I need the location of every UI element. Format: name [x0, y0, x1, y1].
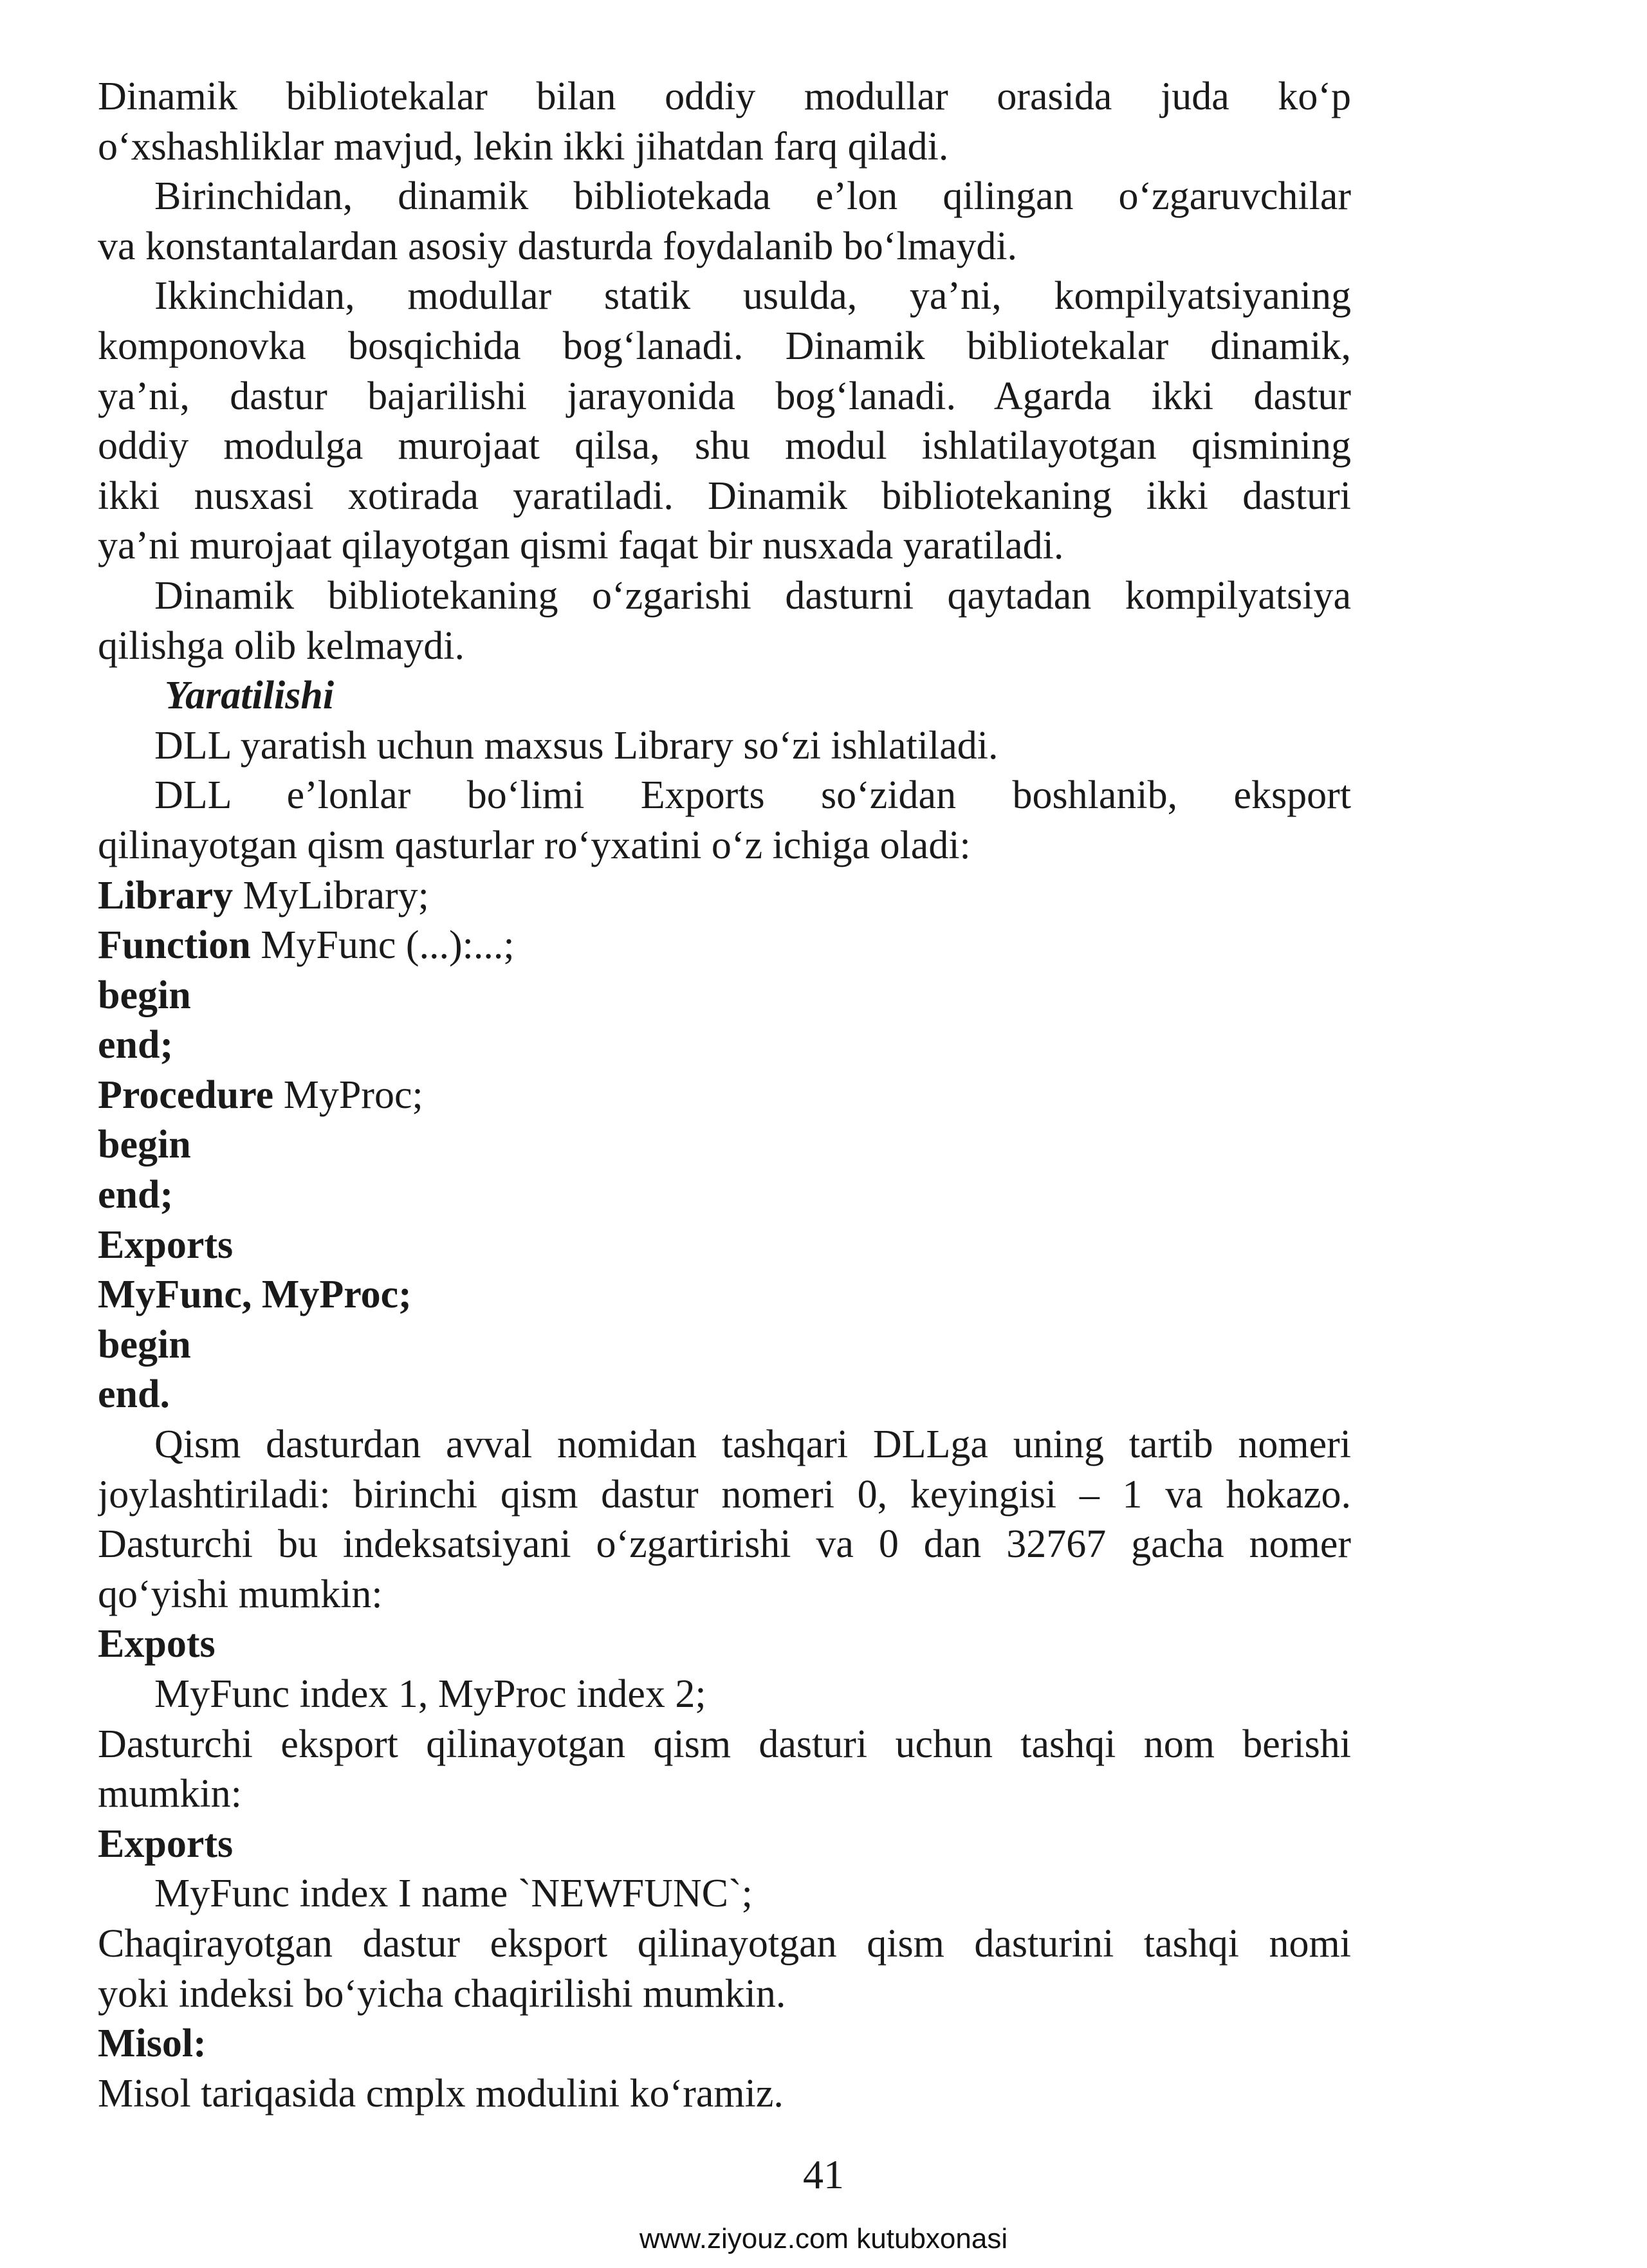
code-keyword: MyFunc, MyProc; — [98, 1273, 412, 1317]
text-line: Birinchidan, dinamik bibliotekada e’lon qilingan o‘zgaruvchilar — [154, 174, 1351, 219]
text-line: Misol tariqasida cmplx modulini ko‘ramiz. — [98, 2071, 784, 2116]
code-keyword: Function — [98, 923, 251, 968]
code-keyword: Exports — [98, 1821, 234, 1866]
code-keyword: Exports — [98, 1222, 234, 1267]
code-line: MyFunc index I name `NEWFUNC`; — [154, 1872, 753, 1916]
text-line: qilinayotgan qism qasturlar ro‘yxatini o‘z ichiga oladi: — [98, 823, 971, 867]
page-number: 41 — [803, 2152, 844, 2197]
code-line — [98, 1071, 1351, 1121]
code-text: MyProc; — [273, 1073, 423, 1117]
text-line: Dasturchi bu indeksatsiyani o‘zgartirishi va 0 dan 32767 gacha nomer — [98, 1522, 1351, 1567]
code-keyword: begin — [98, 1322, 191, 1367]
example-label: Misol: — [98, 2022, 207, 2066]
text-line: joylashtiriladi: birinchi qism dastur nomeri 0, keyingisi – 1 va hokazo. — [98, 1472, 1351, 1517]
text-line: mumkin: — [98, 1772, 242, 1816]
code-text: MyFunc (...):...; — [250, 923, 515, 968]
text-line: qo‘yishi mumkin: — [98, 1572, 383, 1616]
text-line: Chaqirayotgan dastur eksport qilinayotgan qism dasturini tashqi nomi — [98, 1921, 1351, 1966]
text-line: DLL e’lonlar bo‘limi Exports so‘zidan boshlanib, eksport — [154, 773, 1351, 818]
code-keyword: Library — [98, 873, 234, 917]
text-line: DLL yaratish uchun maxsus Library so‘zi ishlatiladi. — [154, 723, 998, 768]
code-keyword: Procedure — [98, 1073, 274, 1117]
code-keyword: end. — [98, 1372, 170, 1417]
text-line: Dinamik bibliotekaning o‘zgarishi dasturni qaytadan kompilyatsiya — [154, 573, 1351, 618]
text-line: komponovka bosqichida bog‘lanadi. Dinamik bibliotekalar dinamik, — [98, 324, 1351, 368]
code-keyword: end; — [98, 1173, 174, 1217]
text-line: Qism dasturdan avval nomidan tashqari DLLga uning tartib nomeri — [154, 1423, 1351, 1467]
code-line: MyFunc index 1, MyProc index 2; — [154, 1672, 706, 1716]
code-keyword: begin — [98, 1123, 191, 1167]
code-keyword: end; — [98, 1023, 174, 1067]
code-keyword: begin — [98, 973, 191, 1017]
text-line: o‘xshashliklar mavjud, lekin ikki jihatdan farq qiladi. — [98, 124, 949, 169]
text-line: qilishga olib kelmaydi. — [98, 623, 465, 668]
text-line: oddiy modulga murojaat qilsa, shu modul ishlatilayotgan qismining — [98, 424, 1351, 468]
text-line: Dinamik bibliotekalar bilan oddiy modullar orasida juda ko‘p — [98, 75, 1351, 118]
footer-watermark: www.ziyouz.com kutubxonasi — [639, 2223, 1008, 2254]
code-line — [98, 921, 1351, 971]
code-text: MyLibrary; — [233, 873, 429, 917]
code-keyword: Expots — [98, 1622, 216, 1666]
text-line: ikki nusxasi xotirada yaratiladi. Dinamik bibliotekaning ikki dasturi — [98, 474, 1351, 518]
section-heading: Yaratilishi — [165, 674, 335, 718]
text-line: ya’ni murojaat qilayotgan qismi faqat bir nusxada yaratiladi. — [98, 524, 1064, 568]
page-body — [98, 72, 1351, 2119]
text-line: ya’ni, dastur bajarilishi jarayonida bog‘lanadi. Agarda ikki dastur — [98, 374, 1351, 418]
text-line: Dasturchi eksport qilinayotgan qism dasturi uchun tashqi nom berishi — [98, 1722, 1351, 1766]
code-line — [98, 871, 1351, 921]
text-line: Ikkinchidan, modullar statik usulda, ya’ni, kompilyatsiyaning — [154, 274, 1351, 318]
text-line: yoki indeksi bo‘yicha chaqirilishi mumkin. — [98, 1971, 786, 2016]
text-line: va konstantalardan asosiy dasturda foydalanib bo‘lmaydi. — [98, 224, 1018, 268]
